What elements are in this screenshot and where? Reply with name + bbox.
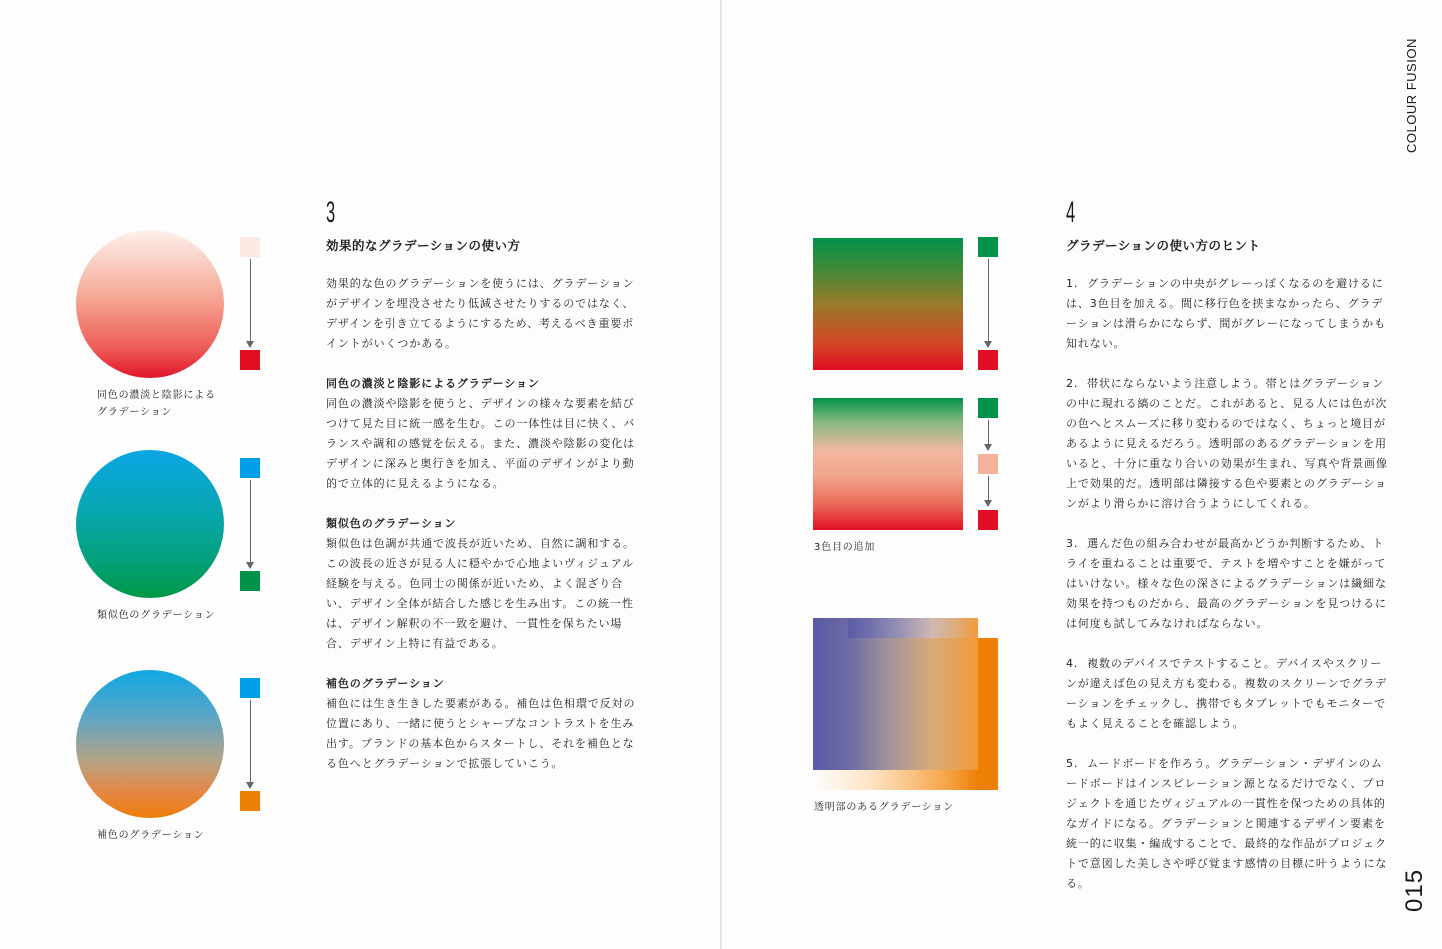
- tip-item: [1066, 274, 1388, 354]
- subsection-title: 同色の濃淡と陰影によるグラデーション: [326, 377, 540, 390]
- tip-text: ムードボードを作ろう。グラデーション・デザインのムードボードはインスピレーション源となるだけでなく、プロジェクトを通じたヴィジュアルの一貫性を保つための具体的なガイドになる。グラデーションと関連するデザイン要素を統一的に収集・編成することで、最終的な作品がプロジェクトで意図した美しさや呼び覚ます感情の目標に叶うようになる。: [1066, 757, 1388, 890]
- orange-strip: [978, 638, 998, 790]
- down-arrow-icon: [984, 420, 993, 450]
- running-head: COLOUR FUSION: [1404, 38, 1419, 153]
- subsection: [326, 674, 644, 774]
- tip-number: 1.: [1066, 277, 1079, 290]
- swatch-red: [978, 510, 998, 530]
- down-arrow-icon: [246, 259, 255, 347]
- tip-text: 複数のデバイスでテストすること。デバイスやスクリーンが違えば色の見え方も変わる。複数のスクリーンでグラデーションをチェックし、携帯でもタブレットでもモニターでもよく見えることを確認しよう。: [1066, 657, 1388, 730]
- left-body-text: [326, 274, 644, 794]
- down-arrow-icon: [984, 476, 993, 506]
- section-number: 4: [1066, 196, 1076, 229]
- tip-item: [1066, 654, 1388, 734]
- transparent-gradient-rect: [813, 618, 978, 770]
- swatch-green: [978, 237, 998, 257]
- swatch-green: [978, 398, 998, 418]
- caption-analogous: 類似色のグラデーション: [97, 610, 216, 621]
- tip-text: グラデーションの中央がグレーっぽくなるのを避けるには、3色目を加える。間に移行色を挟まなかったら、グラデーションは滑らかにならず、間がグレーになってしまうかも知れない。: [1066, 277, 1386, 350]
- swatch-pale-pink: [240, 237, 260, 257]
- caption-transparent: 透明部のあるグラデーション: [814, 802, 954, 813]
- page-gutter: [720, 0, 722, 949]
- down-arrow-icon: [246, 480, 255, 568]
- three-color-gradient-rect: [813, 398, 963, 530]
- analogous-gradient-circle: [76, 450, 224, 598]
- tip-number: 5.: [1066, 757, 1079, 770]
- subsection: [326, 514, 644, 654]
- intro-paragraph: 効果的な色のグラデーションを使うには、グラデーションがデザインを埋没させたり低減させたりするのではなく、デザインを引き立てるようにするため、考えるべき重要ポイントがいくつかある。: [326, 277, 635, 350]
- tip-text: 帯状にならないよう注意しよう。帯とはグラデーションの中に現れる縞のことだ。これがあると、見る人には色が次の色へとスムーズに移り変わるのではなく、ちょっと境目があるように見えるだろう。透明部のあるグラデーションを用いると、十分に重なり合いの効果が生まれ、写真や背景画像上で効果的だ。透明部は隣接する色や要素とのグラデーションがより滑らかに溶け合うようにしてくれる。: [1066, 377, 1388, 510]
- tip-number: 2.: [1066, 377, 1079, 390]
- swatch-red: [978, 350, 998, 370]
- subsection-body: 同色の濃淡や陰影を使うと、デザインの様々な要素を結びつけて見た目に統一感を生む。この一体性は目に快く、バランスや調和の感覚を伝える。また、濃淡や陰影の変化はデザインに深みと奥行きを加え、平面のデザインがより動的で立体的に見えるようになる。: [326, 397, 636, 490]
- swatch-blue: [240, 458, 260, 478]
- caption-third-color: 3色目の追加: [814, 542, 876, 553]
- two-color-gradient-rect: [813, 238, 963, 370]
- tip-item: [1066, 374, 1388, 514]
- swatch-green: [240, 571, 260, 591]
- swatch-salmon: [978, 454, 998, 474]
- down-arrow-icon: [984, 259, 993, 347]
- page-number: 015: [1401, 868, 1428, 912]
- tip-item: [1066, 754, 1388, 894]
- subsection-title: 類似色のグラデーション: [326, 517, 457, 530]
- subsection: [326, 374, 644, 494]
- section-heading: 効果的なグラデーションの使い方: [326, 238, 521, 253]
- tip-item: [1066, 534, 1388, 634]
- swatch-red: [240, 350, 260, 370]
- swatch-orange: [240, 791, 260, 811]
- tip-text: 選んだ色の組み合わせが最高かどうか判断するため、トライを重ねることは重要で、テストを増やすことを嫌がってはいけない。様々な色の深さによるグラデーションは繊細な効果を持つものだから、最高のグラデーションを見つけるには何度も試してみなければならない。: [1066, 537, 1387, 630]
- subsection-body: 補色には生き生きした要素がある。補色は色相環で反対の位置にあり、一緒に使うとシャープなコントラストを生み出す。ブランドの基本色からスタートし、それを補色となる色へとグラデーションで拡張していこう。: [326, 697, 636, 770]
- section-heading: グラデーションの使い方のヒント: [1066, 238, 1261, 253]
- section-number: 3: [326, 196, 336, 229]
- subsection-body: 類似色は色調が共通で波長が近いため、自然に調和する。この波長の近さが見る人に穏やかで心地よいヴィジュアル経験を与える。色同士の関係が近いため、よく混ざり合い、デザイン全体が結合した感じを生み出す。この統一性は、デザイン解釈の不一致を避け、一貫性を保ちたい場合、デザイン上特に有益である。: [326, 537, 635, 650]
- caption-complementary: 補色のグラデーション: [97, 830, 205, 841]
- tips-list: [1066, 274, 1388, 914]
- tip-number: 4.: [1066, 657, 1079, 670]
- transparent-fade-strip: [848, 618, 978, 638]
- subsection-title: 補色のグラデーション: [326, 677, 445, 690]
- transparent-fade-strip: [813, 770, 978, 790]
- monochrome-gradient-circle: [76, 230, 224, 378]
- tip-number: 3.: [1066, 537, 1079, 550]
- complementary-gradient-circle: [76, 670, 224, 818]
- caption-monochrome: 同色の濃淡と陰影による グラデーション: [97, 390, 216, 418]
- down-arrow-icon: [246, 700, 255, 788]
- swatch-blue: [240, 678, 260, 698]
